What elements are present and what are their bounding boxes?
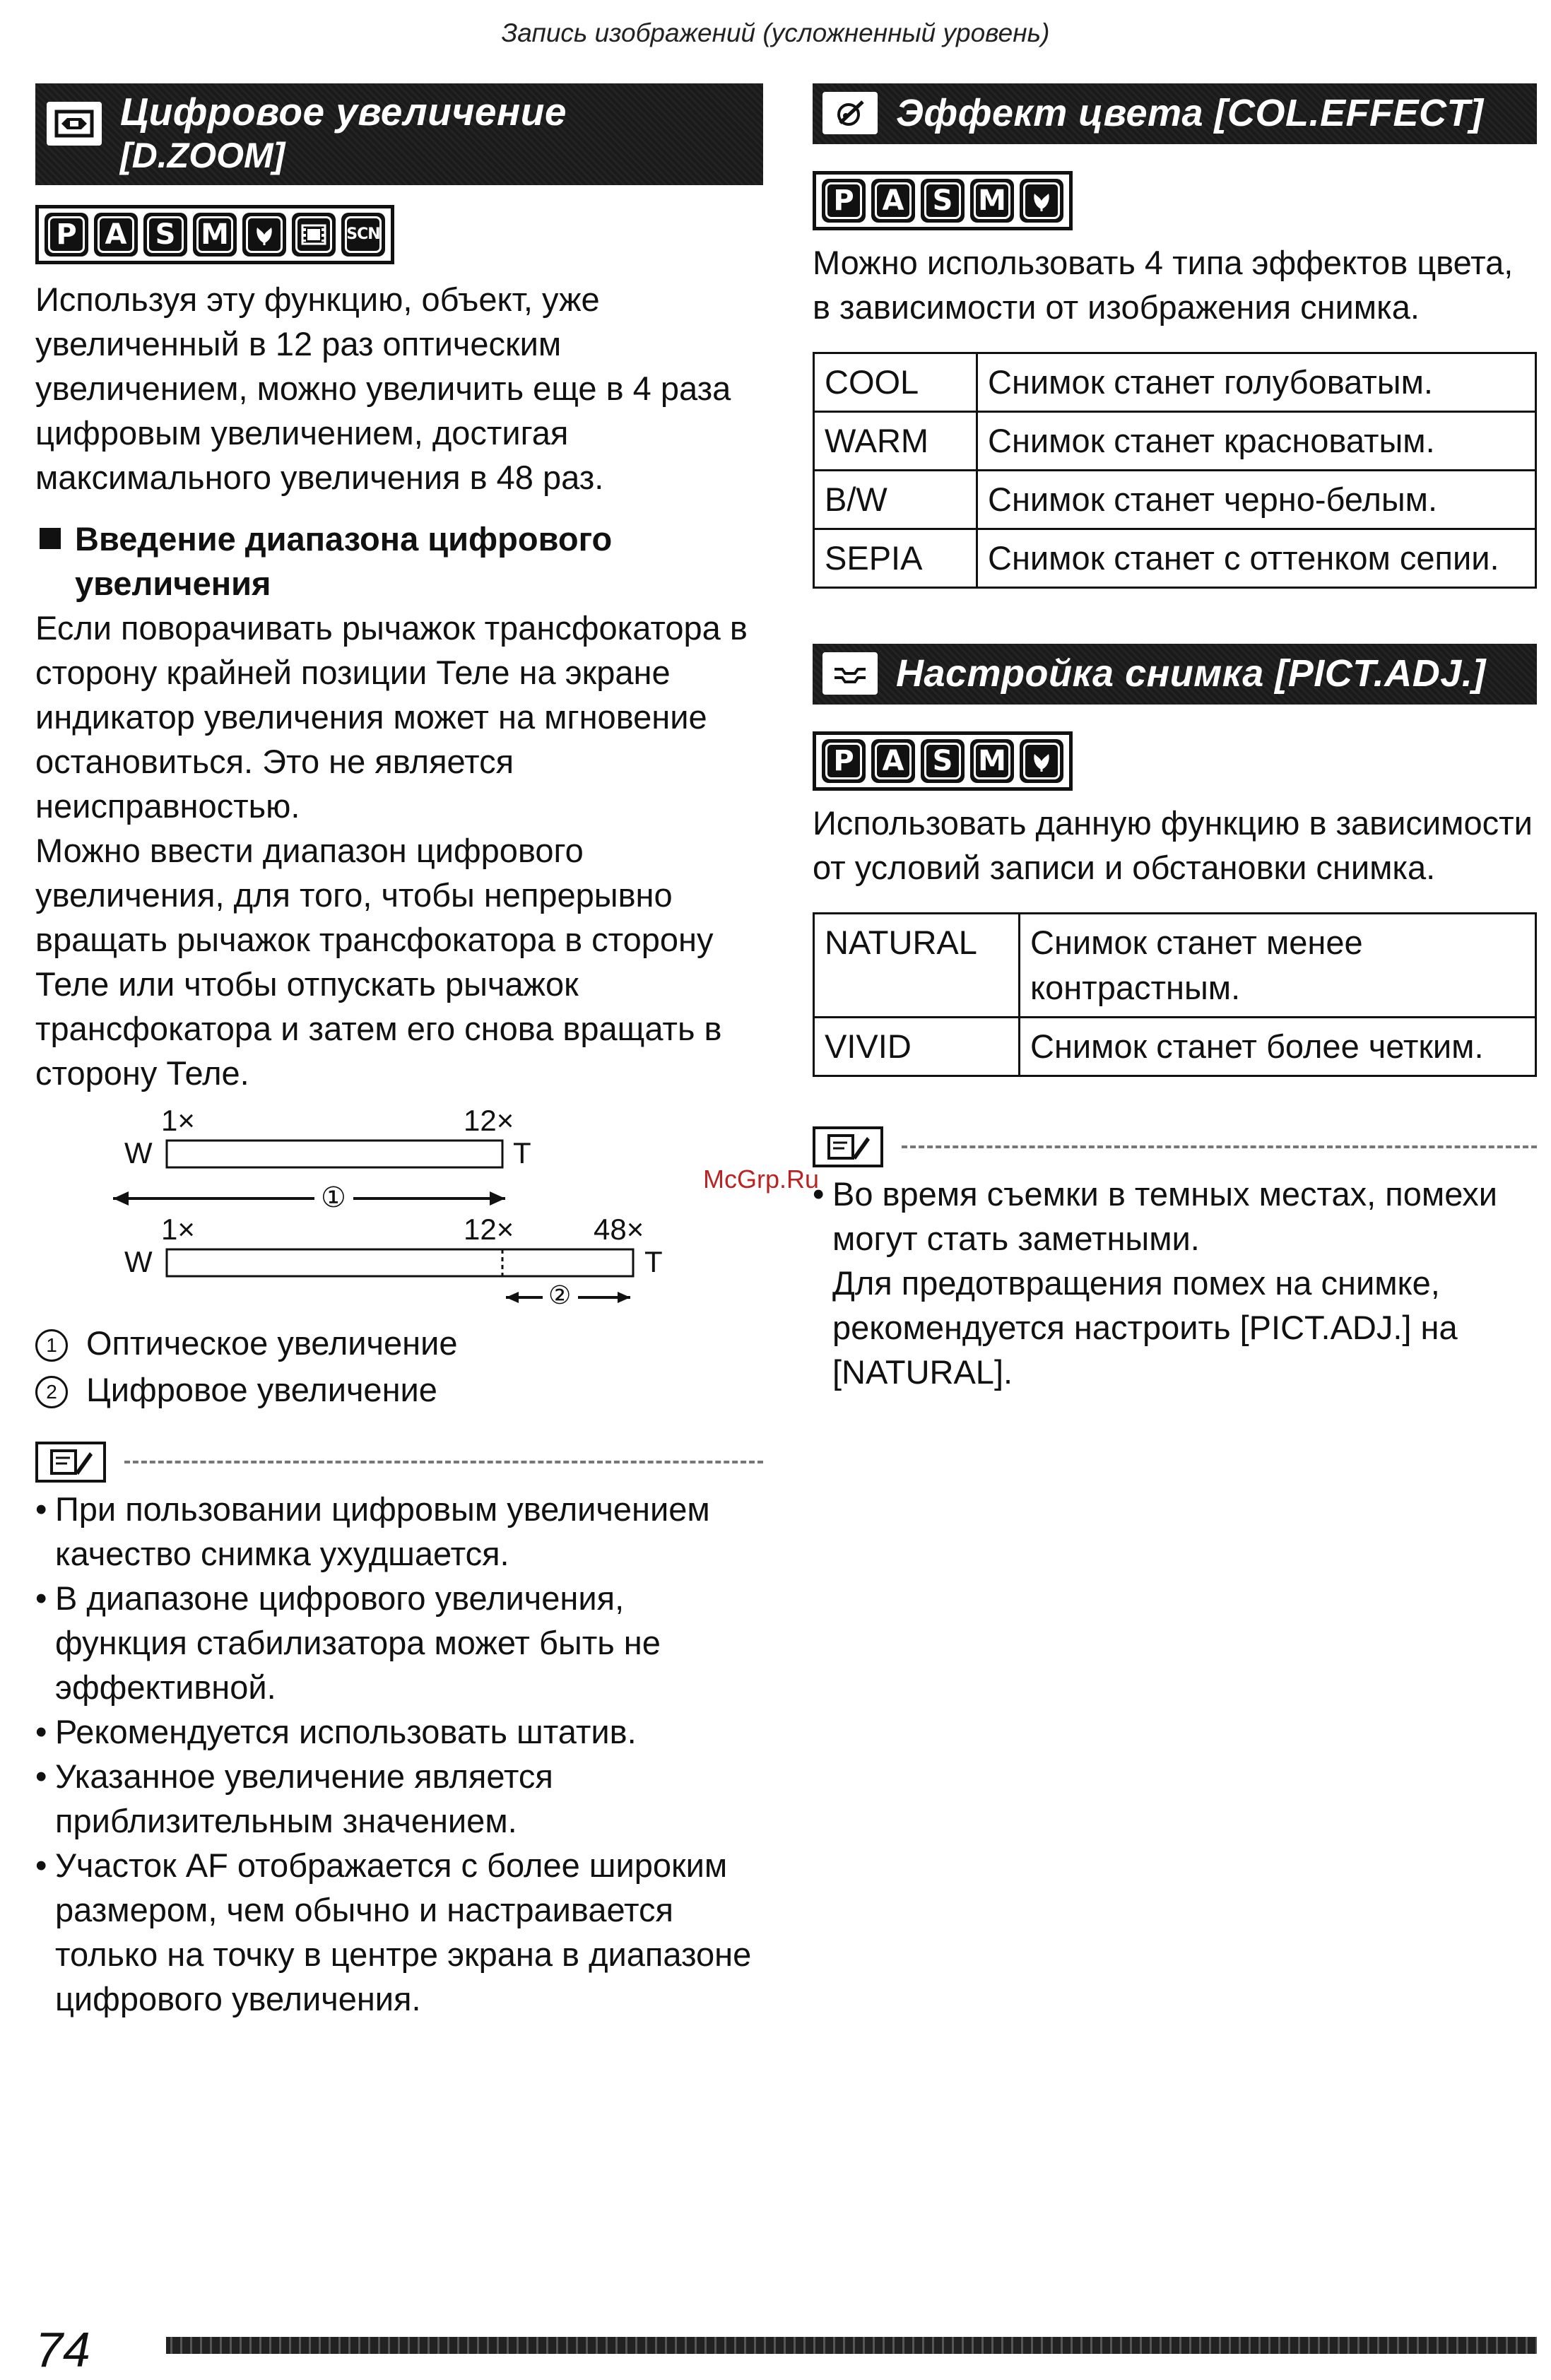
mode-a-icon: A bbox=[871, 179, 915, 223]
legend-item: 2 Цифровое увеличение bbox=[35, 1367, 763, 1413]
dzoom-notes bbox=[35, 1487, 763, 2021]
mode-p-icon: P bbox=[822, 179, 866, 223]
note-item: • При пользовании цифровым увеличением качество снимка ухудшается. bbox=[35, 1487, 763, 1576]
dzoom-para1: Если поворачивать рычажок трансфокатора в сторону крайней позиции Теле на экране индикатор увеличения может на мгновение остановиться. Это не является неисправностью. bbox=[35, 609, 748, 825]
coleffect-table bbox=[813, 352, 1537, 589]
table-key: WARM bbox=[814, 412, 977, 471]
diagram-w-label: W bbox=[124, 1136, 153, 1170]
digital-zoom-icon bbox=[47, 102, 102, 146]
left-column bbox=[35, 83, 763, 2021]
color-effect-icon bbox=[822, 92, 878, 134]
watermark: McGrp.Ru bbox=[703, 1165, 820, 1194]
page-number: 74 bbox=[35, 2322, 90, 2377]
diagram-w-label-2: W bbox=[124, 1245, 153, 1278]
legend-item: 1 Оптическое увеличение bbox=[35, 1320, 763, 1367]
pictadj-title: Настройка снимка [PICT.ADJ.] bbox=[896, 652, 1486, 695]
mode-a-icon: A bbox=[871, 739, 915, 783]
mode-p-icon: P bbox=[822, 739, 866, 783]
note-icon bbox=[813, 1126, 883, 1167]
dzoom-title-code: [D.ZOOM] bbox=[120, 136, 285, 175]
table-value: Снимок станет с оттенком сепии. bbox=[977, 529, 1536, 588]
mode-s-icon: S bbox=[921, 179, 965, 223]
mode-a-icon: A bbox=[94, 213, 138, 257]
mode-macro-icon bbox=[242, 213, 286, 257]
dzoom-title: Цифровое увеличение bbox=[120, 90, 567, 134]
mode-m-icon: M bbox=[193, 213, 237, 257]
note-item: • Рекомендуется использовать штатив. bbox=[35, 1709, 763, 1754]
dzoom-section-header bbox=[35, 83, 763, 185]
table-value: Снимок станет красноватым. bbox=[977, 412, 1536, 471]
mode-scn-icon: SCN bbox=[341, 213, 385, 257]
table-value: Снимок станет черно-белым. bbox=[977, 471, 1536, 529]
note-item: • Участок AF отображается с более широким размером, чем обычно и настраивается только на точку в центре экрана в диапазоне цифрового увеличения. bbox=[35, 1843, 763, 2021]
note-item: • В диапазоне цифрового увеличения, функция стабилизатора может быть не эффективной. bbox=[35, 1576, 763, 1709]
running-header: Запись изображений (усложненный уровень) bbox=[501, 18, 1050, 47]
table-row bbox=[814, 412, 1536, 471]
table-row bbox=[814, 353, 1536, 412]
square-bullet-icon bbox=[40, 528, 61, 549]
dzoom-intro: Используя эту функцию, объект, уже увеличенный в 12 раз оптическим увеличением, можно увеличить еще в 4 раза цифровым увеличением, достигая максимального увеличения в 48 раз. bbox=[35, 281, 731, 496]
dzoom-para2: Можно ввести диапазон цифрового увеличения, для того, чтобы непрерывно вращать рычажок трансфокатора в сторону Теле или чтобы отпускать рычажок трансфокатора и затем его снова вращать в сторону Теле. bbox=[35, 832, 722, 1092]
dzoom-subheading bbox=[35, 517, 763, 606]
mode-s-icon: S bbox=[921, 739, 965, 783]
table-value: Снимок станет менее контрастным. bbox=[1020, 914, 1536, 1018]
coleffect-title: Эффект цвета [COL.EFFECT] bbox=[896, 92, 1484, 134]
table-key: COOL bbox=[814, 353, 977, 412]
table-key: NATURAL bbox=[814, 914, 1020, 1018]
mode-m-icon: M bbox=[970, 739, 1014, 783]
table-row bbox=[814, 471, 1536, 529]
dzoom-mode-icons bbox=[35, 205, 394, 264]
diagram-marker-1: ① bbox=[321, 1182, 346, 1213]
right-column bbox=[813, 83, 1537, 1394]
pictadj-mode-icons bbox=[813, 731, 1073, 791]
diagram-1x-label-2: 1× bbox=[161, 1213, 195, 1246]
note-divider bbox=[902, 1145, 1537, 1148]
diagram-12x-label: 12× bbox=[464, 1104, 514, 1137]
table-row bbox=[814, 914, 1536, 1018]
pictadj-notes bbox=[813, 1172, 1537, 1394]
dzoom-subheading-line2: увеличения bbox=[75, 565, 271, 602]
diagram-t-label-2: T bbox=[644, 1245, 663, 1278]
mode-macro-icon bbox=[1020, 739, 1063, 783]
mode-macro-icon bbox=[1020, 179, 1063, 223]
note-divider bbox=[124, 1461, 763, 1463]
mode-s-icon: S bbox=[143, 213, 187, 257]
diagram-1x-label: 1× bbox=[161, 1104, 195, 1137]
table-key: VIVID bbox=[814, 1018, 1020, 1076]
pictadj-table bbox=[813, 912, 1537, 1077]
dzoom-note-header bbox=[35, 1442, 763, 1483]
diagram-marker-2: ② bbox=[548, 1280, 572, 1309]
note-icon bbox=[35, 1442, 106, 1483]
table-key: B/W bbox=[814, 471, 977, 529]
table-value: Снимок станет голубоватым. bbox=[977, 353, 1536, 412]
table-row bbox=[814, 1018, 1536, 1076]
pictadj-note-header bbox=[813, 1126, 1537, 1167]
pictadj-intro: Использовать данную функцию в зависимости от условий записи и обстановки снимка. bbox=[813, 804, 1533, 886]
diagram-48x-label: 48× bbox=[594, 1213, 644, 1246]
coleffect-intro: Можно использовать 4 типа эффектов цвета, в зависимости от изображения снимка. bbox=[813, 244, 1514, 326]
zoom-range-diagram bbox=[35, 1098, 742, 1309]
dzoom-subheading-line1: Введение диапазона цифрового bbox=[75, 520, 613, 558]
table-value: Снимок станет более четким. bbox=[1020, 1018, 1536, 1076]
diagram-t-label: T bbox=[513, 1136, 531, 1170]
diagram-12x-label-2: 12× bbox=[464, 1213, 514, 1246]
coleffect-section-header bbox=[813, 83, 1537, 144]
wrench-icon bbox=[822, 652, 878, 695]
diagram-legend bbox=[35, 1320, 763, 1413]
table-key: SEPIA bbox=[814, 529, 977, 588]
coleffect-mode-icons bbox=[813, 171, 1073, 230]
footer-bar bbox=[166, 2337, 1537, 2354]
pictadj-section-header bbox=[813, 644, 1537, 705]
mode-m-icon: M bbox=[970, 179, 1014, 223]
mode-film-icon bbox=[292, 213, 336, 257]
note-item: • Указанное увеличение является приблизительным значением. bbox=[35, 1754, 763, 1843]
mode-p-icon: P bbox=[45, 213, 88, 257]
table-row bbox=[814, 529, 1536, 588]
note-item: • Во время съемки в темных местах, помехи могут стать заметными. Для предотвращения помех на снимке, рекомендуется настроить [PICT.ADJ.] на [NATURAL]. bbox=[813, 1172, 1537, 1394]
